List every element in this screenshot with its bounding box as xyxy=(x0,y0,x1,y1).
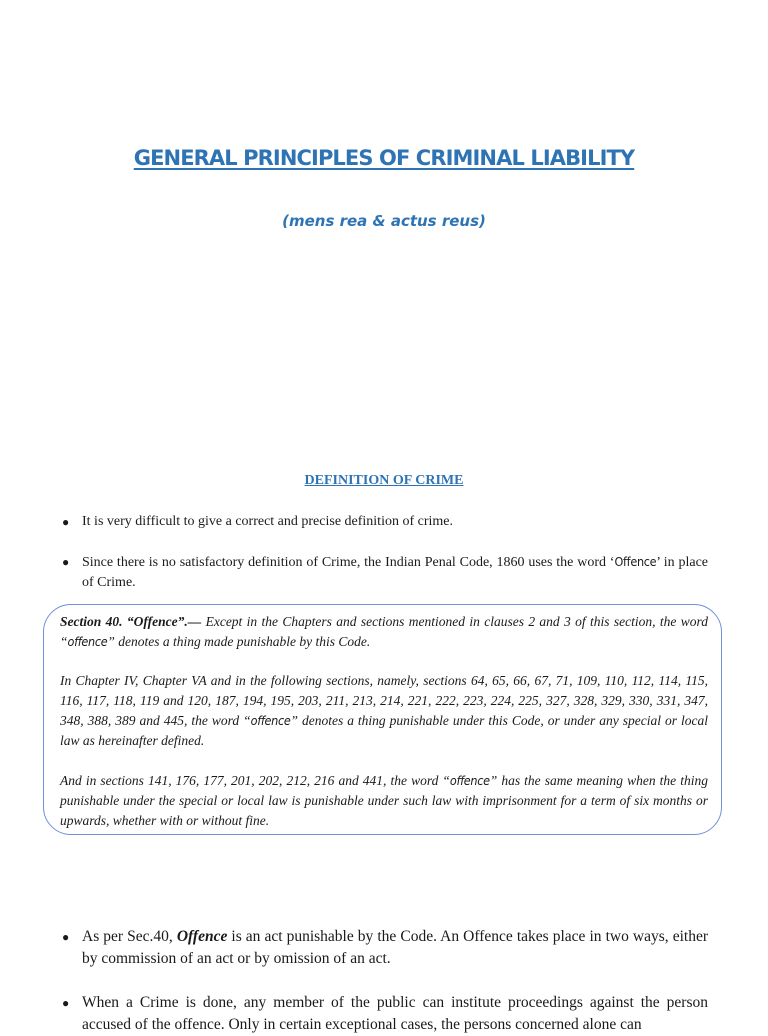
document-subtitle: (mens rea & actus reus) xyxy=(282,212,486,230)
section-40-paragraph-1: Section 40. “Offence”.— Except in the Chapters and sections mentioned in clauses 2 and 3 of this section, the word “offence” denotes a thing made punishable by this Code. xyxy=(60,614,709,649)
list-item xyxy=(62,926,708,970)
section-40-paragraph-2: In Chapter IV, Chapter VA and in the following sections, namely, sections 64, 65, 66, 67, 71, 109, 110, 112, 114, 115, 116, 117, 118, 119 and 120, 187, 194, 195, 203, 211, 213, 214, 221, 222, 223, 224, 225, 327, 328, 329, 330, 331, 347, 348, 388, 389 and 445, the word “offence” denotes a thing punishable under this Code, or under any special or local law as hereinafter defined. xyxy=(60,673,708,748)
bullet-text: It is very difficult to give a correct and precise definition of crime. xyxy=(82,514,453,529)
bullet-text: When a Crime is done, any member of the public can institute proceedings against the person accused of the offence. Only in certain exceptional cases, the persons concerned alone can xyxy=(82,994,708,1033)
document-title: GENERAL PRINCIPLES OF CRIMINAL LIABILITY xyxy=(133,146,635,170)
list-item xyxy=(62,512,708,532)
bullet-icon: ● xyxy=(62,996,70,1010)
bullet-icon: ● xyxy=(62,930,70,944)
list-item xyxy=(62,552,708,593)
list-item xyxy=(62,992,708,1036)
section-heading: DEFINITION OF CRIME xyxy=(304,473,464,488)
offence-keyword: Offence xyxy=(614,554,657,569)
bullet-icon: ● xyxy=(62,555,70,569)
offence-keyword: Offence xyxy=(176,928,228,945)
bullet-icon: ● xyxy=(62,515,70,529)
section-40-paragraph-3: And in sections 141, 176, 177, 201, 202, 212, 216 and 441, the word “offence” has the same meaning when the thing punishable under the special or local law is punishable under such law with imprisonment for a term of six months or upwards, whether with or without fine. xyxy=(60,773,708,828)
section-40-lead: Section 40. “Offence”.— xyxy=(60,614,202,629)
bullet-text: As per Sec.40, Offence is an act punishable by the Code. An Offence takes place in two ways, either by commission of an act or by omission of an act. xyxy=(82,928,708,967)
bullet-text: Since there is no satisfactory definition of Crime, the Indian Penal Code, 1860 uses the word ‘Offence’ in place of Crime. xyxy=(82,554,708,590)
